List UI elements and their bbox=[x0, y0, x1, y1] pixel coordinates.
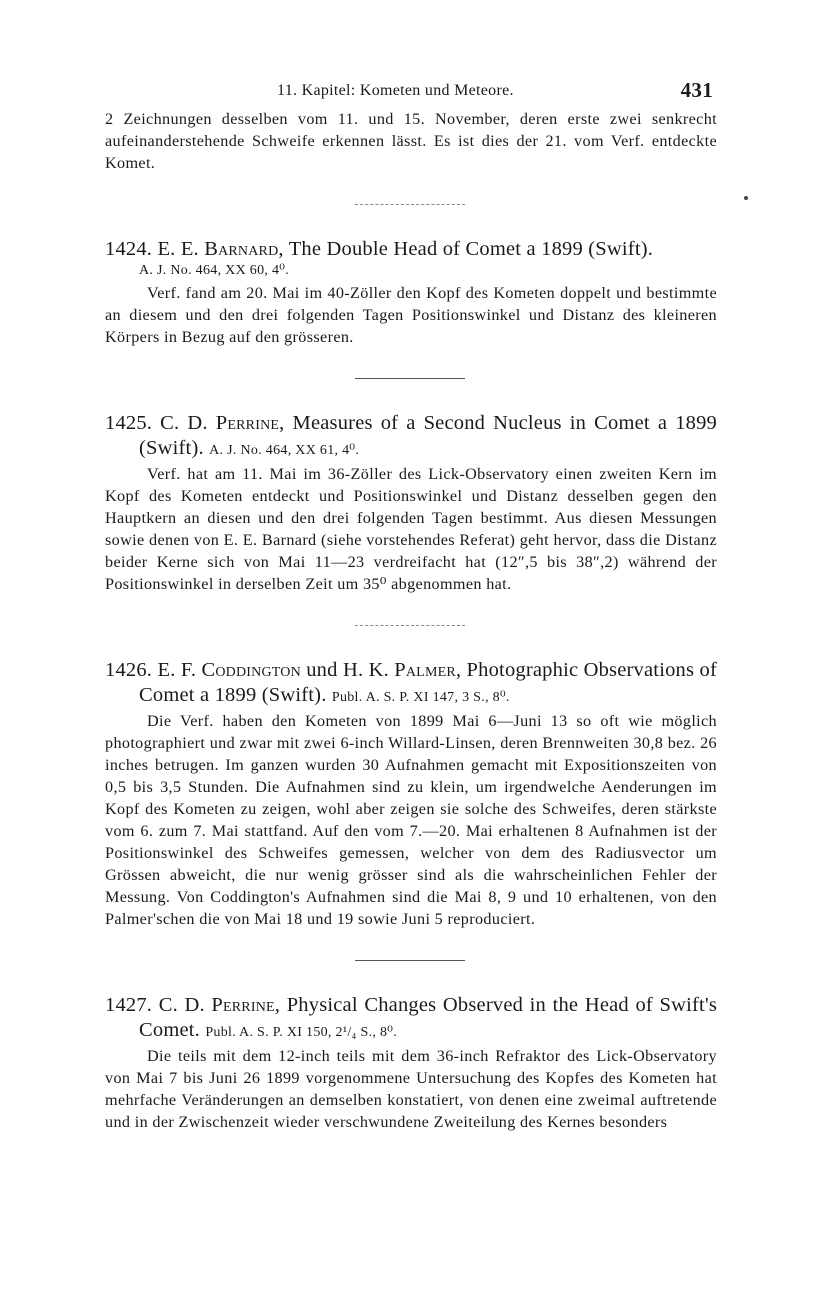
entry-author: C. D. Perrine, bbox=[160, 412, 285, 434]
entry-number: 1424. bbox=[105, 238, 153, 260]
entry-author: E. E. Barnard, bbox=[157, 238, 284, 260]
entry-1425 bbox=[105, 411, 717, 595]
continued-paragraph: 2 Zeichnungen desselben vom 11. und 15. November, deren erste zwei senkrecht aufeinanderstehende Schweife erkennen lässt. Es ist dies der 21. vom Verf. entdeckte Komet. bbox=[105, 110, 717, 172]
entry-1424 bbox=[105, 237, 717, 348]
page-number: 431 bbox=[680, 78, 713, 102]
entry-heading bbox=[105, 411, 717, 463]
entry-1427 bbox=[105, 993, 717, 1133]
entry-heading bbox=[105, 658, 717, 710]
running-head bbox=[105, 78, 717, 108]
chapter-heading: 11. Kapitel: Kometen und Meteore. bbox=[277, 82, 514, 99]
entry-body: Verf. hat am 11. Mai im 36-Zöller des Lick-Observatory einen zweiten Kern im Kopf des Kometen entdeckt und Positionswinkel und Distanz desselben gegen den Hauptkern an diesen und den drei folgenden Tagen bestimmt. Aus diesen Messungen sowie denen von E. E. Barnard (siehe vorstehendes Referat) geht hervor, dass die Distanz beider Kerne sich von Mai 11—23 verdreifacht hat (12″,5 bis 38″,2) während der Positionswinkel in derselben Zeit um 35⁰ abgenommen hat. bbox=[105, 465, 717, 593]
entry-title: Photographic Observations of Comet a 1899 (Swift). bbox=[139, 659, 717, 706]
entry-reference: A. J. No. 464, XX 60, 4⁰. bbox=[139, 263, 290, 278]
entry-title: The Double Head of Comet a 1899 (Swift). bbox=[288, 238, 654, 260]
entry-body: Verf. fand am 20. Mai im 40-Zöller den Kopf des Kometen doppelt und bestimmte an diesem und den drei folgenden Tagen Positionswinkel und Distanz des kleineren Körpers in Bezug auf den grösseren. bbox=[105, 284, 717, 346]
margin-speck bbox=[744, 196, 748, 200]
entry-author-2: H. K. Palmer, bbox=[342, 659, 462, 681]
entry-title: Measures of a Second Nucleus in Comet a 1899 (Swift). bbox=[139, 412, 718, 459]
entry-heading bbox=[105, 237, 717, 262]
entry-reference: Publ. A. S. P. XI 150, 2¹/₄ S., 8⁰. bbox=[205, 1025, 398, 1040]
entry-author: C. D. Perrine, bbox=[158, 994, 281, 1016]
entry-title: Physical Changes Observed in the Head of Swift's Comet. bbox=[139, 994, 718, 1041]
entry-heading bbox=[105, 993, 717, 1045]
entry-body: Die teils mit dem 12-inch teils mit dem 36-inch Refraktor des Lick-Observatory von Mai 7 bis Juni 26 1899 vorgenommene Untersuchung des Kopfes des Kometen hat mehrfache Veränderungen an demselben konstatiert, von denen eine zweimal auftretende und in der Zwischenzeit wieder verschwundene Zweiteilung des Kernes besonders bbox=[105, 1047, 717, 1131]
entry-number: 1425. bbox=[105, 412, 153, 434]
entry-author: E. F. Coddington bbox=[157, 659, 301, 681]
entry-1426 bbox=[105, 658, 717, 930]
entry-number: 1426. bbox=[105, 659, 153, 681]
entry-reference: Publ. A. S. P. XI 147, 3 S., 8⁰. bbox=[331, 690, 510, 705]
book-page bbox=[105, 78, 717, 1133]
entry-number: 1427. bbox=[105, 994, 153, 1016]
entry-reference: A. J. No. 464, XX 61, 4⁰. bbox=[209, 443, 360, 458]
entry-body: Die Verf. haben den Kometen von 1899 Mai 6—Juni 13 so oft wie möglich photographiert und zwar mit zwei 6-inch Willard-Linsen, deren Brennweiten 30,8 bez. 26 inches betrugen. Im ganzen wurden 30 Aufnahmen gemacht mit Expositionszeiten von 0,5 bis 3,5 Stunden. Die Aufnahmen sind zu klein, um irgendwelche Aenderungen im Kopf des Kometen zu zeigen, wohl aber zeigen sie solche des Schweifes, deren stärkste vom 6. zum 7. Mai stattfand. Auf den vom 7.—20. Mai erhaltenen 8 Aufnahmen ist der Positionswinkel des Schweifes gemessen, welcher von dem des Radiusvector um Grössen abweicht, die nur wenig grösser sind als die wahrscheinlichen Fehler der Messung. Von Coddington's Aufnahmen sind die Mai 8, 9 und 10 erhaltenen, von den Palmer'schen die von Mai 18 und 19 sowie Juni 5 reproduciert. bbox=[105, 712, 717, 928]
entry-connector: und bbox=[306, 659, 338, 681]
